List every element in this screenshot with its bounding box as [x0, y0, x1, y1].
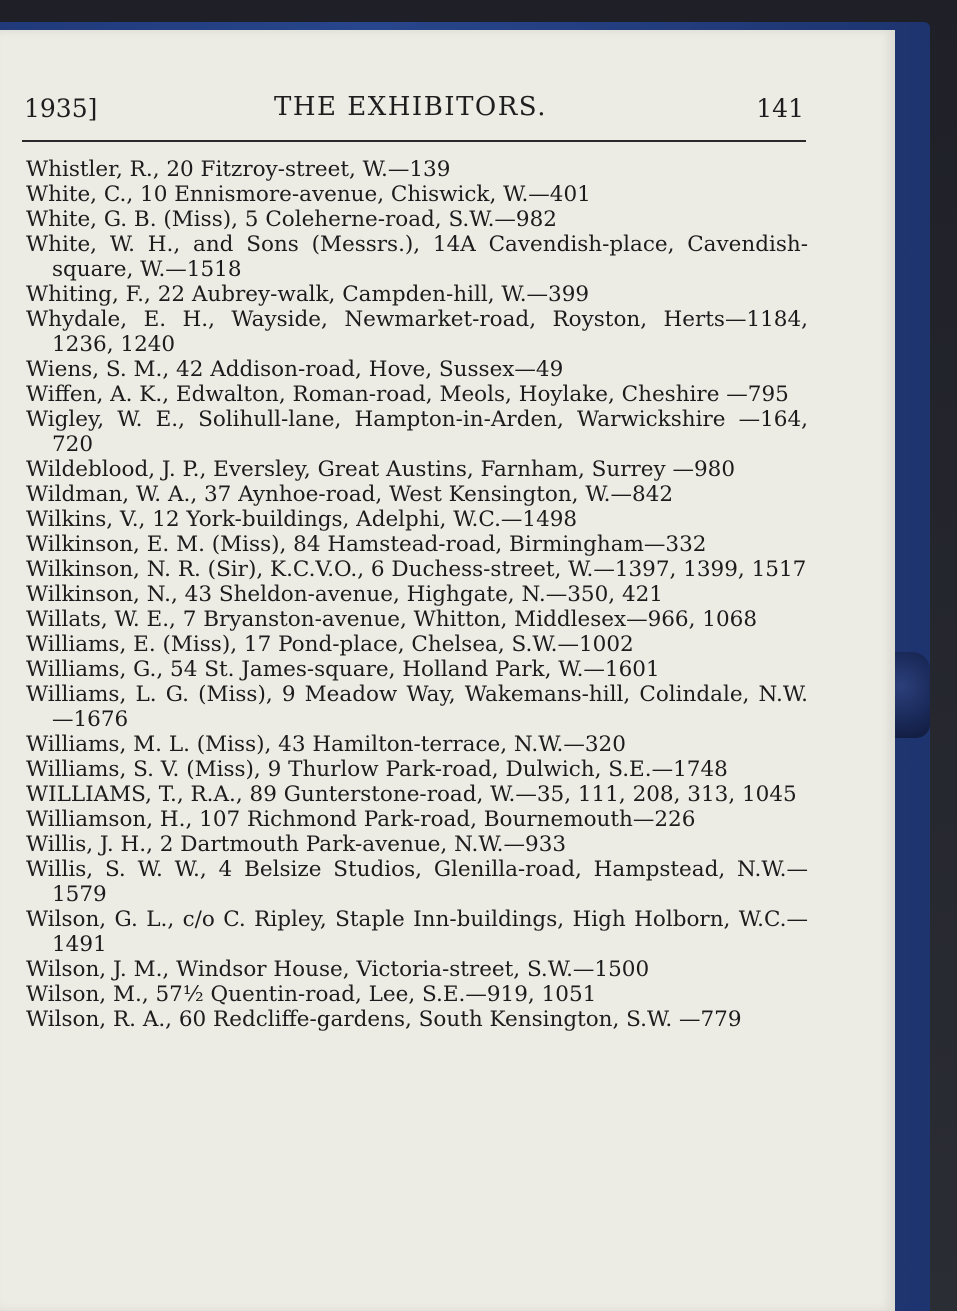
exhibitor-entry: Wilson, M., 57½ Quentin-road, Lee, S.E.—919, 1051	[26, 982, 597, 1007]
exhibitor-entry: Wilkins, V., 12 York-buildings, Adelphi, W.C.—1498	[26, 507, 578, 532]
exhibitor-entry: Wilkinson, N., 43 Sheldon-avenue, Highgate, N.—350, 421	[26, 582, 663, 607]
exhibitor-entry: Williams, M. L. (Miss), 43 Hamilton-terrace, N.W.—320	[26, 732, 626, 757]
exhibitor-entry: Whistler, R., 20 Fitzroy-street, W.—139	[26, 157, 451, 182]
exhibitor-entry: Wilson, R. A., 60 Redcliffe-gardens, South Kensington, S.W. —779	[26, 1007, 742, 1032]
exhibitor-entry: Wiens, S. M., 42 Addison-road, Hove, Sussex—49	[26, 357, 564, 382]
exhibitor-entry: Williams, G., 54 St. James-square, Holland Park, W.—1601	[26, 657, 660, 682]
exhibitor-entry: WILLIAMS, T., R.A., 89 Gunterstone-road, W.—35, 111, 208, 313, 1045	[26, 782, 797, 807]
exhibitor-entry: White, C., 10 Ennismore-avenue, Chiswick, W.—401	[26, 182, 591, 207]
exhibitor-entry: White, W. H., and Sons (Messrs.), 14A Cavendish-place, Cavendish-square, W.—1518	[26, 232, 808, 282]
exhibitor-entry: Wiffen, A. K., Edwalton, Roman-road, Meols, Hoylake, Cheshire —795	[26, 382, 789, 407]
exhibitor-entry: Wilkinson, E. M. (Miss), 84 Hamstead-road, Birmingham—332	[26, 532, 707, 557]
exhibitor-entry: White, G. B. (Miss), 5 Coleherne-road, S.W.—982	[26, 207, 557, 232]
exhibitor-entry: Wigley, W. E., Solihull-lane, Hampton-in-Arden, Warwickshire —164, 720	[26, 407, 808, 457]
exhibitor-entry: Willis, S. W. W., 4 Belsize Studios, Glenilla-road, Hampstead, N.W.—1579	[26, 857, 808, 907]
exhibitor-entry: Willis, J. H., 2 Dartmouth Park-avenue, N.W.—933	[26, 832, 567, 857]
exhibitor-entry: Williams, S. V. (Miss), 9 Thurlow Park-road, Dulwich, S.E.—1748	[26, 757, 728, 782]
exhibitor-entry: Williamson, H., 107 Richmond Park-road, Bournemouth—226	[26, 807, 696, 832]
exhibitor-entry: Willats, W. E., 7 Bryanston-avenue, Whitton, Middlesex—966, 1068	[26, 607, 757, 632]
exhibitor-entry: Whiting, F., 22 Aubrey-walk, Campden-hill, W.—399	[26, 282, 590, 307]
header-title: THE EXHIBITORS.	[274, 92, 547, 122]
header-rule	[22, 140, 806, 142]
exhibitor-entry: Williams, L. G. (Miss), 9 Meadow Way, Wakemans-hill, Colindale, N.W.—1676	[26, 682, 808, 732]
exhibitor-entry: Wilson, G. L., c/o C. Ripley, Staple Inn-buildings, High Holborn, W.C.—1491	[26, 907, 808, 957]
exhibitor-entry: Wildman, W. A., 37 Aynhoe-road, West Kensington, W.—842	[26, 482, 674, 507]
exhibitor-entry: Williams, E. (Miss), 17 Pond-place, Chelsea, S.W.—1002	[26, 632, 634, 657]
exhibitor-entry: Wildeblood, J. P., Eversley, Great Austins, Farnham, Surrey —980	[26, 457, 736, 482]
page-number: 141	[756, 94, 804, 123]
exhibitor-entry: Wilkinson, N. R. (Sir), K.C.V.O., 6 Duchess-street, W.—1397, 1399, 1517	[26, 557, 807, 582]
running-header	[24, 84, 804, 136]
header-year: 1935]	[24, 94, 98, 123]
exhibitor-entry: Whydale, E. H., Wayside, Newmarket-road, Royston, Herts—1184, 1236, 1240	[26, 307, 808, 357]
exhibitor-list	[26, 157, 808, 1032]
exhibitor-entry: Wilson, J. M., Windsor House, Victoria-street, S.W.—1500	[26, 957, 650, 982]
